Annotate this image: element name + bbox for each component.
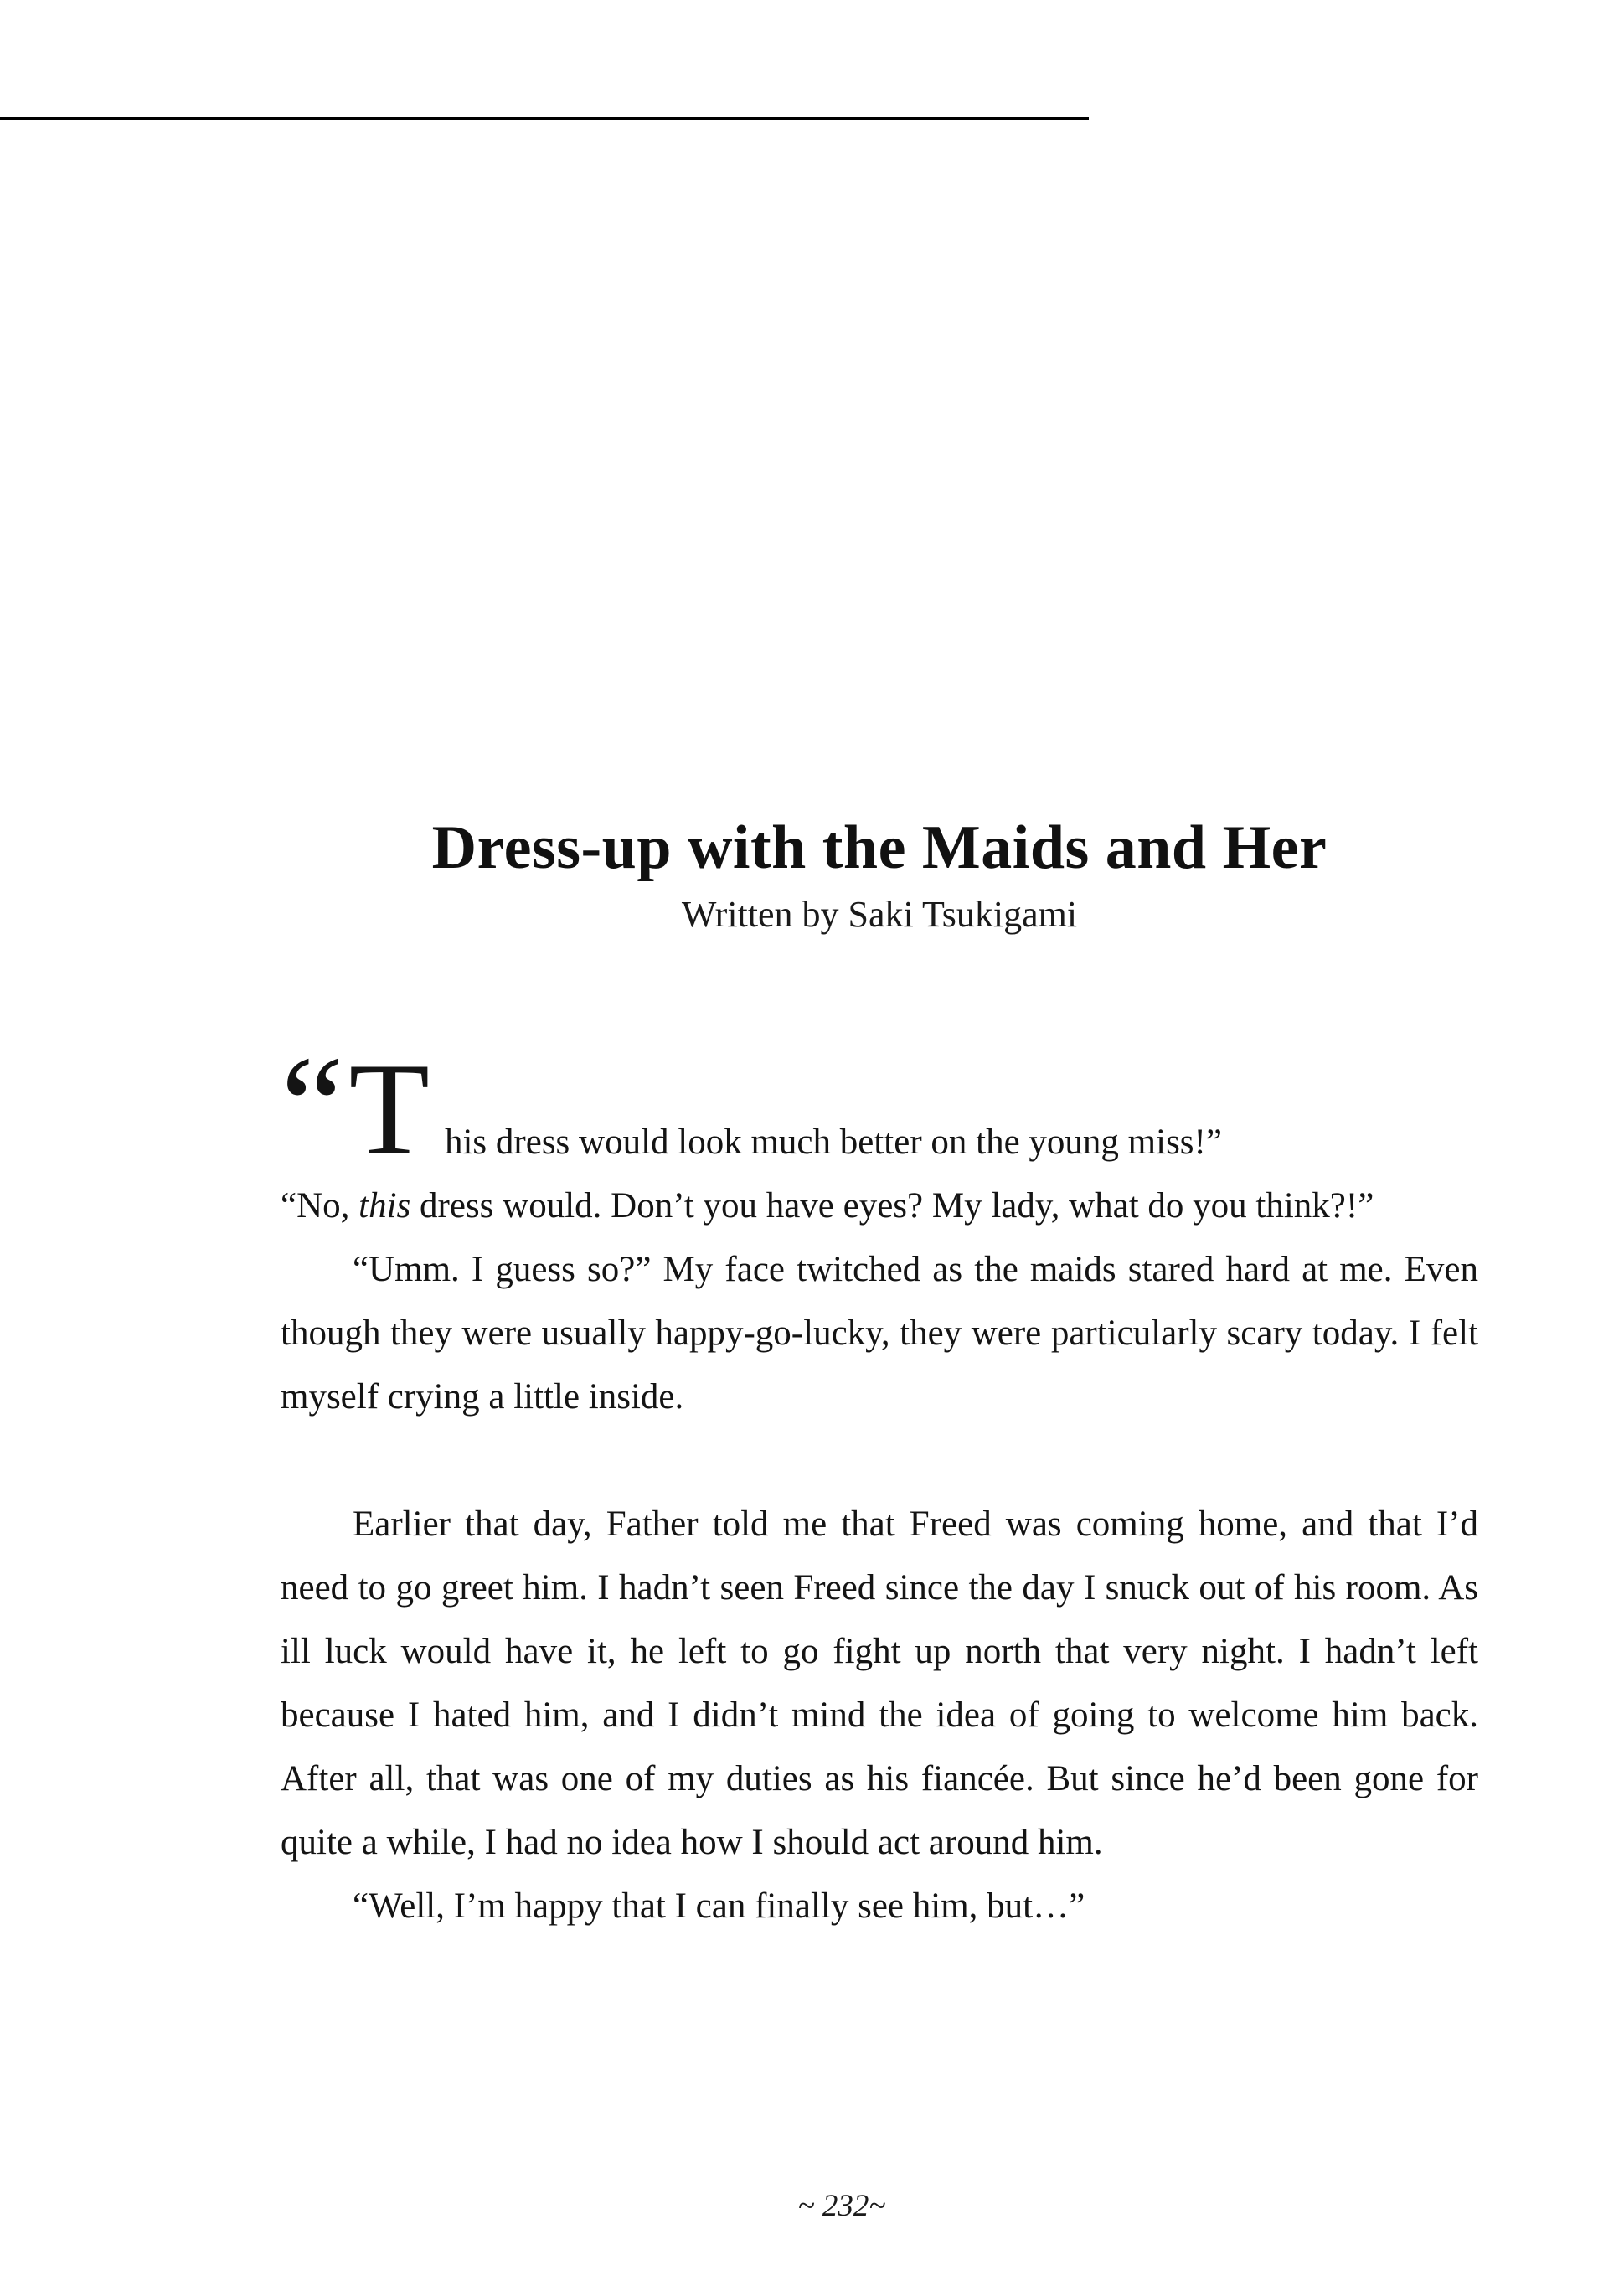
paragraph-2-italic-word: this <box>358 1186 411 1226</box>
paragraph-2-text: dress would. Don’t you have eyes? My lady, what do you think?!” <box>410 1186 1374 1226</box>
paragraph-2 <box>281 1174 1478 1238</box>
paragraph-5: “Well, I’m happy that I can finally see him, but…” <box>353 1886 1085 1927</box>
opening-quote-mark: “ <box>281 1027 344 1185</box>
chapter-byline: Written by Saki Tsukigami <box>681 894 1078 936</box>
chapter-title: Dress-up with the Maids and Her <box>431 813 1328 882</box>
paragraph-4: Earlier that day, Father told me that Freed was coming home, and that I’d need to go greet him. I hadn’t seen Freed since the day I snuck out of his room. As ill luck would have it, he left to go fight up north that very night. I hadn’t left because I hated him, and I didn’t mind the idea of going to welcome him back. After all, that was one of my duties as his fiancée. But since he’d been gone for quite a while, I had no idea how I should act around him. <box>281 1504 1478 1863</box>
drop-cap: T <box>348 1036 430 1184</box>
paragraph-1-text: his dress would look much better on the young miss!” <box>444 1122 1222 1163</box>
paragraph-2-lead: “No, <box>281 1186 359 1226</box>
paragraph-1 <box>281 1027 1478 1185</box>
paragraph-3: “Umm. I guess so?” My face twitched as the maids stared hard at me. Even though they were usually happy-go-lucky, they were particularly scary today. I felt myself crying a little inside. <box>281 1250 1478 1417</box>
body-text <box>281 1027 1478 1938</box>
page-number: ~ 232~ <box>797 2189 886 2223</box>
page-content <box>281 0 1478 1938</box>
